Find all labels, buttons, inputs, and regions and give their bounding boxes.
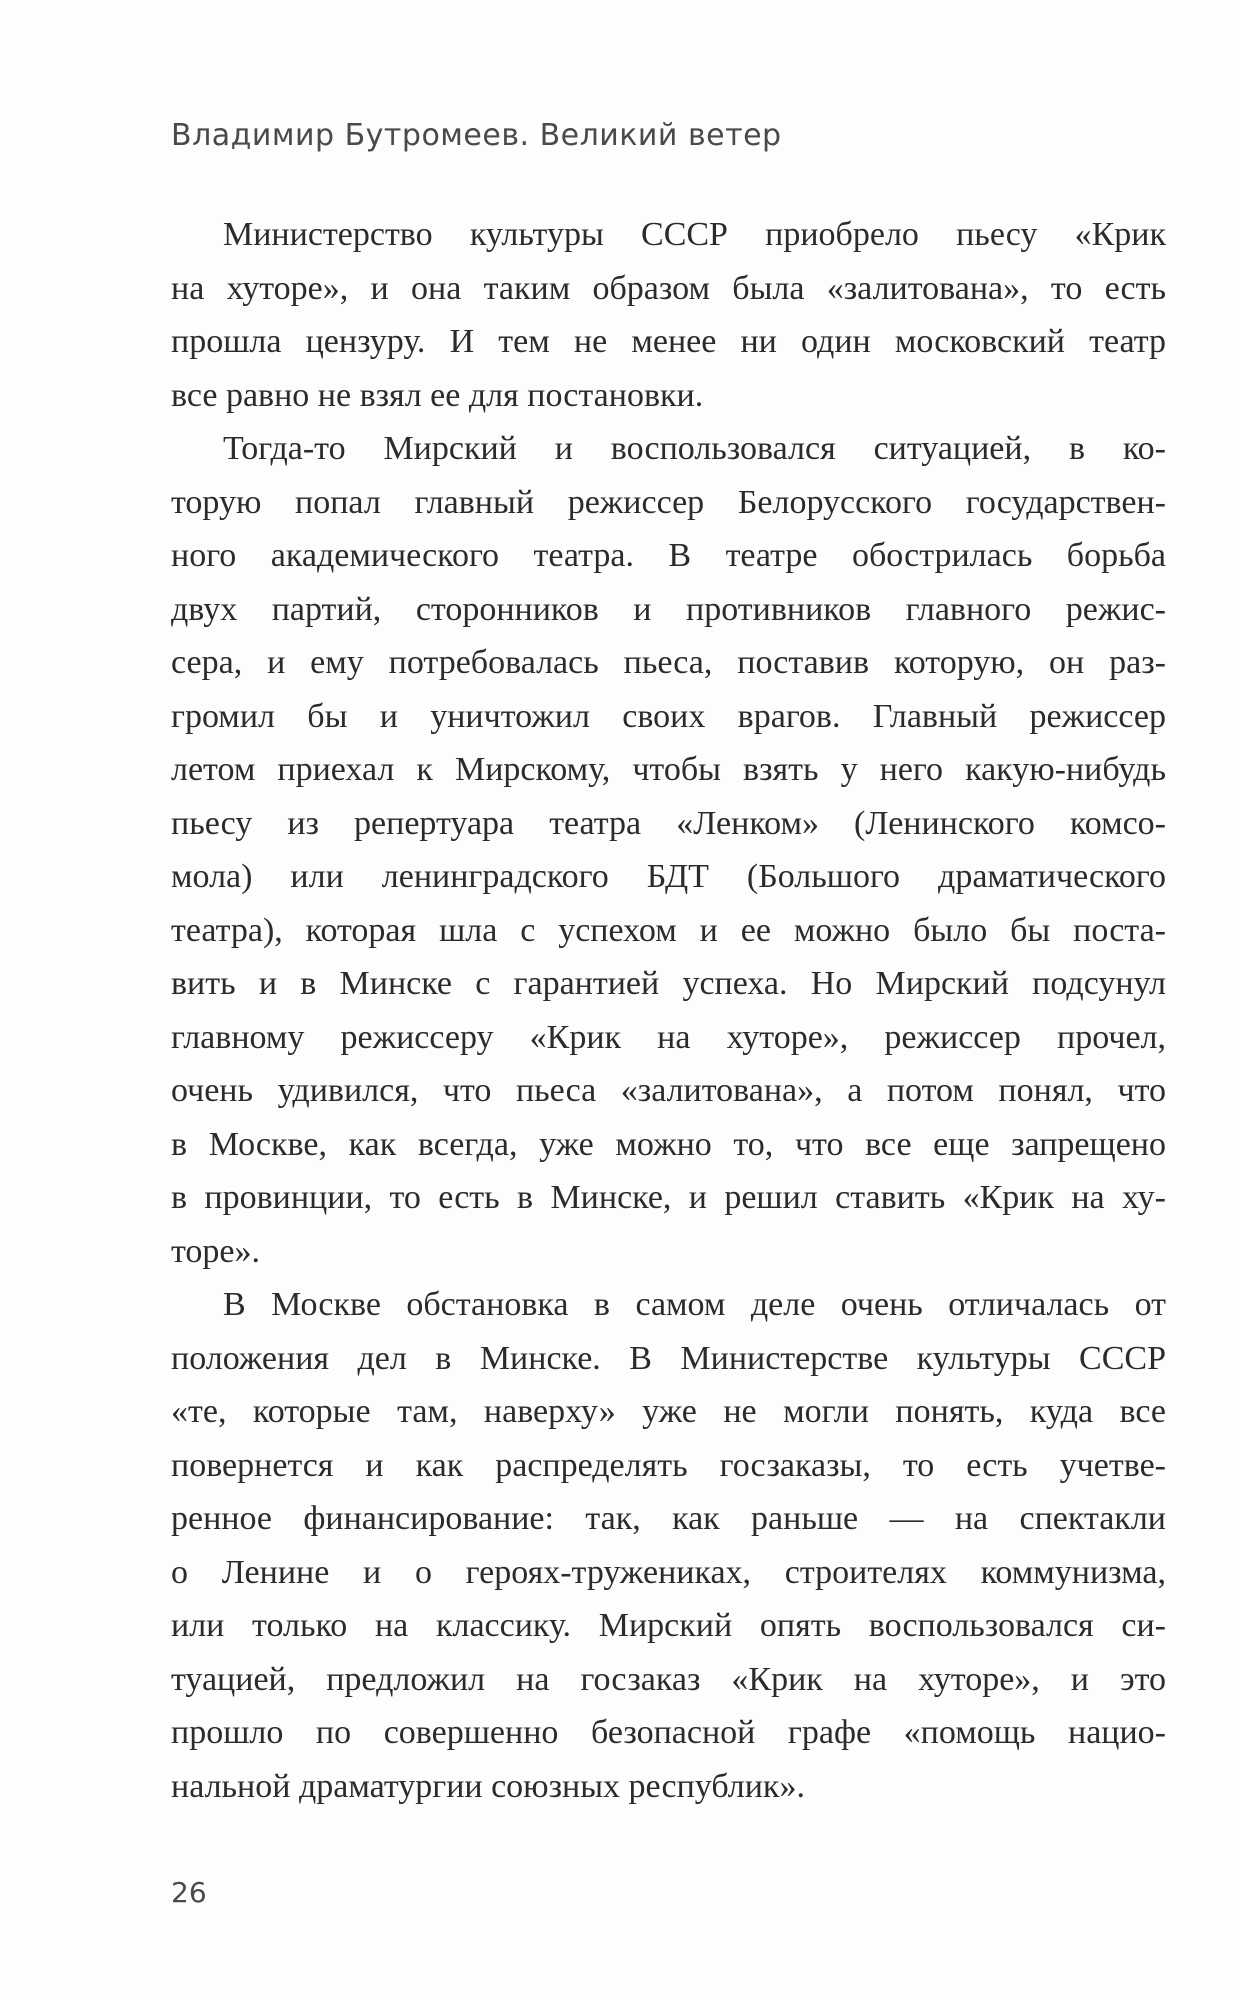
text-line: о Ленине и о героях-тружениках, строителях коммунизма, [171,1553,1166,1591]
text-line: «те, которые там, наверху» уже не могли понять, куда все [171,1393,1166,1430]
text-line: громил бы и уничтожил своих врагов. Главный режиссер [171,697,1166,735]
paragraph-3 [171,1278,1166,1813]
text-line: торе». [171,1232,261,1270]
text-line: главному режиссеру «Крик на хуторе», режиссер прочел, [171,1018,1166,1056]
text-line: нальной драматургии союзных республик». [171,1767,805,1805]
text-line: очень удивился, что пьеса «залитована», а потом понял, что [171,1072,1166,1109]
text-line: летом приехал к Мирскому, чтобы взять у него какую-нибудь [171,751,1166,788]
text-line: ренное финансирование: так, как раньше — на спектакли [171,1500,1166,1537]
text-line: в Москве, как всегда, уже можно то, что все еще запрещено [171,1125,1166,1163]
text-line: Министерство культуры СССР приобрело пьесу «Крик [223,216,1166,253]
text-line: торую попал главный режиссер Белорусского государствен- [171,483,1166,521]
page-number: 26 [171,1876,207,1909]
text-line: или только на классику. Мирский опять воспользовался си- [171,1607,1166,1644]
text-line: повернется и как распределять госзаказы, то есть учетве- [171,1446,1166,1484]
text-line: ного академического театра. В театре обострилась борьба [171,537,1166,574]
text-line: мола) или ленинградского БДТ (Большого драматического [171,858,1166,895]
text-line: двух партий, сторонников и противников главного режис- [171,590,1166,628]
text-line: театра), которая шла с успехом и ее можно было бы поста- [171,911,1166,949]
paragraph-1 [171,208,1166,422]
text-line: положения дел в Минске. В Министерстве культуры СССР [171,1339,1166,1377]
text-line: на хуторе», и она таким образом была «залитована», то есть [171,269,1166,307]
text-line: в провинции, то есть в Минске, и решил ставить «Крик на ху- [171,1179,1166,1216]
text-line: вить и в Минске с гарантией успеха. Но Мирский подсунул [171,965,1166,1002]
text-line: прошла цензуру. И тем не менее ни один московский театр [171,323,1166,360]
text-line: пьесу из репертуара театра «Ленком» (Ленинского комсо- [171,804,1166,842]
text-line: все равно не взял ее для постановки. [171,376,704,414]
text-line: прошло по совершенно безопасной графе «помощь нацио- [171,1714,1166,1751]
paragraph-2 [171,422,1166,1278]
running-head: Владимир Бутромеев. Великий ветер [171,118,782,153]
body-text [171,208,1166,1813]
text-line: сера, и ему потребовалась пьеса, поставив которую, он раз- [171,644,1166,681]
text-line: Тогда-то Мирский и воспользовался ситуацией, в ко- [223,430,1166,467]
text-line: туацией, предложил на госзаказ «Крик на хуторе», и это [171,1660,1166,1698]
text-line: В Москве обстановка в самом деле очень отличалась от [223,1286,1166,1323]
